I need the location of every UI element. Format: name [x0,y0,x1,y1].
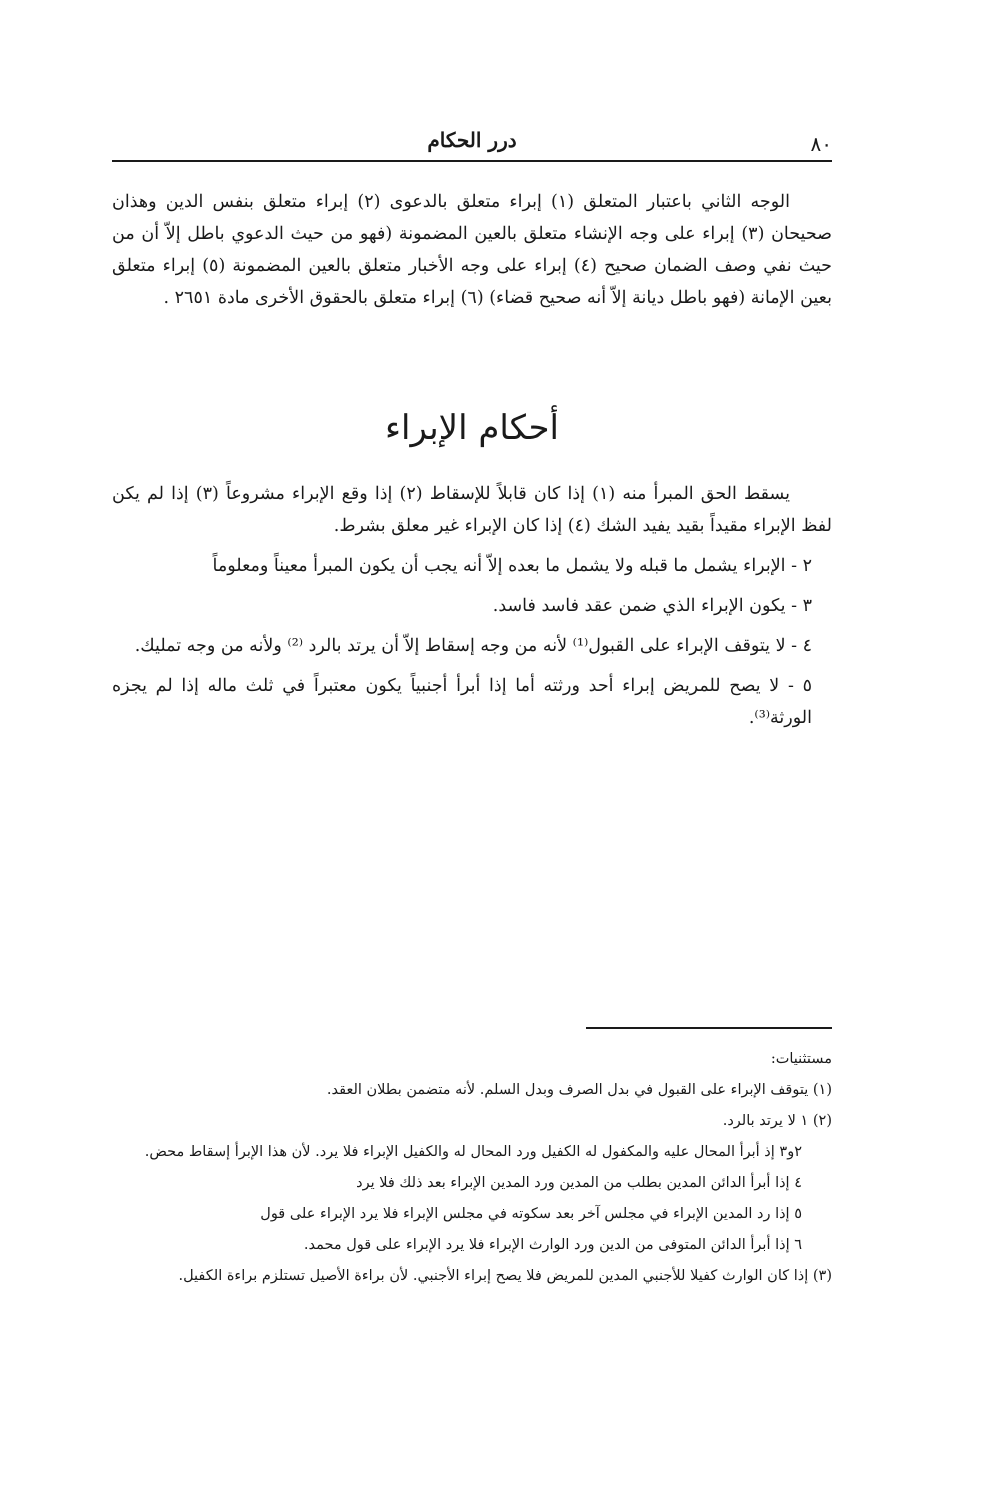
intro-paragraph: الوجه الثاني باعتبار المتعلق (١) إبراء متعلق بالدعوى (٢) إبراء متعلق بنفس الدين وهذان صحيحان (٣) إبراء على وجه الإنشاء متعلق بالعين المضمونة (فهو من حيث الدعوي باطل إلاّ أن من حيث نفي وصف الضمان صحيح (٤) إبراء على وجه الأخبار متعلق بالعين المضمونة (٥) إبراء متعلق بعين الإمانة (فهو باطل ديانة إلاّ أنه صحيح قضاء) (٦) إبراء متعلق بالحقوق الأخرى مادة ٢٦٥١ . [112,192,833,308]
footnote-2-sub-2-3: ٢و٣ إذ أبرأ المحال عليه والمكفول له الكفيل ورد المحال له والكفيل الإبراء فلا يرد. لأن هذا الإبرأ إسقاط محض. [144,1144,802,1160]
intro-section [112,186,832,314]
header-rule [112,160,832,162]
footnote-2-sub-4: ٤ إذا أبرأ الدائن المدين بطلب من المدين ورد المدين الإبراء بعد ذلك فلا يرد [356,1175,802,1191]
rule-5: ٥ - لا يصح للمريض إبراء أحد ورثته أما إذا أبرأ أجنبياً يكون معتبراً في ثلث ماله إذا لم يجزه الورثة⁽³⁾. [112,676,812,728]
rule-4: ٤ - لا يتوقف الإبراء على القبول⁽¹⁾ لأنه من وجه إسقاط إلاّ أن يرتد بالرد ⁽²⁾ ولأنه من وجه تمليك. [134,636,812,656]
rule-2: ٢ - الإبراء يشمل ما قبله ولا يشمل ما بعده إلاّ أنه يجب أن يكون المبرأ معيناً ومعلوماً [212,556,812,576]
footnote-2-sub-6: ٦ إذا أبرأ الدائن المتوفى من الدين ورد الوارث الإبراء فلا يرد الإبراء على قول محمد. [303,1237,802,1253]
footnote-separator [586,1027,832,1029]
footnote-2: (٢) ١ لا يرتد بالرد. [722,1113,832,1129]
running-title: درر الحكام [427,128,517,152]
footnote-3: (٣) إذا كان الوارث كفيلا للأجنبي المدين للمريض فلا يصح إبراء الأجنبي. لأن براءة الأصيل تستلزم براءة الكفيل. [178,1268,832,1284]
footnote-2-sub-5: ٥ إذا رد المدين الإبراء في مجلس آخر بعد سكوته في مجلس الإبراء فلا يرد الإبراء على قول [260,1206,802,1222]
section-title: أحكام الإبراء [385,408,559,448]
footnotes-heading: مستثنيات: [770,1051,832,1067]
page-header [112,128,832,162]
page-number: ٨٠ [810,132,832,156]
rules-list [112,478,832,742]
footnotes [112,1044,832,1292]
footnote-1: (١) يتوقف الإبراء على القبول في بدل الصرف وبدل السلم. لأنه متضمن بطلان العقد. [326,1082,832,1098]
rule-1: يسقط الحق المبرأ منه (١) إذا كان قابلاً للإسقاط (٢) إذا وقع الإبراء مشروعاً (٣) إذا لم يكن لفظ الإبراء مقيداً بقيد يفيد الشك (٤) إذا كان الإبراء غير معلق بشرط. [112,484,832,536]
rule-3: ٣ - يكون الإبراء الذي ضمن عقد فاسد فاسد. [492,596,812,616]
